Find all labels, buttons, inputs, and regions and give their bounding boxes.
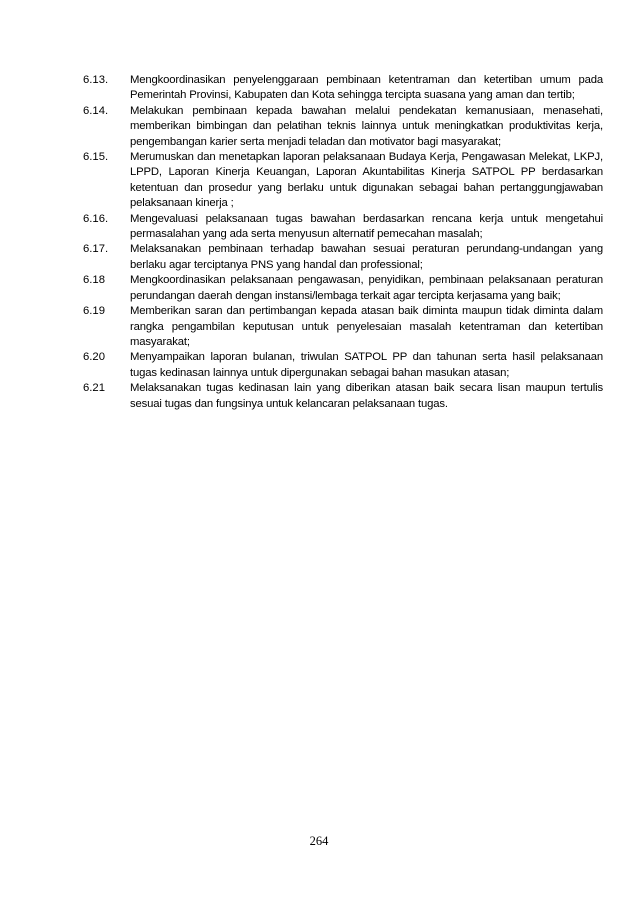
item-number: 6.16. xyxy=(83,212,109,225)
list-item xyxy=(83,304,603,350)
list-item xyxy=(83,273,603,304)
item-text: Menyampaikan laporan bulanan, triwulan SATPOL PP dan tahunan serta hasil pelaksanaan tugas kedinasan lainnya untuk dipergunakan sebagai bahan masukan atasan; xyxy=(130,351,603,379)
item-text: Mengevaluasi pelaksanaan tugas bawahan berdasarkan rencana kerja untuk mengetahui permasalahan yang ada serta menyusun alternatif pemecahan masalah; xyxy=(130,212,603,241)
item-number: 6.13. xyxy=(83,74,109,86)
list-item xyxy=(83,350,603,381)
item-number: 6.17. xyxy=(83,243,109,256)
item-text: Melaksanakan pembinaan terhadap bawahan sesuai peraturan perundang-undangan yang berlaku agar terciptanya PNS yang handal dan professional; xyxy=(130,243,603,271)
item-number: 6.18 xyxy=(83,274,105,287)
list-item xyxy=(83,242,603,273)
item-text: Merumuskan dan menetapkan laporan pelaksanaan Budaya Kerja, Pengawasan Melekat, LKPJ, LPPD, Laporan Kinerja Keuangan, Laporan Akuntabilitas Kinerja SATPOL PP berdasarkan ketentuan dan prosedur yang berlaku untuk digunakan sebagai bahan pertanggungjawaban pelaksanaan kinerja ; xyxy=(130,151,603,210)
item-text: Memberikan saran dan pertimbangan kepada atasan baik diminta maupun tidak diminta dalam rangka pengambilan keputusan untuk penyelesaian masalah ketentraman dan ketertiban masyarakat; xyxy=(130,305,603,348)
list-item xyxy=(83,150,603,212)
item-text: Mengkoordinasikan penyelenggaraan pembinaan ketentraman dan ketertiban umum pada Pemerintah Provinsi, Kabupaten dan Kota sehingga tercipta suasana yang aman dan tertib; xyxy=(130,74,603,102)
list-item xyxy=(83,212,603,243)
page-number: 264 xyxy=(309,834,329,848)
item-text: Melaksanakan tugas kedinasan lain yang diberikan atasan baik secara lisan maupun tertulis sesuai tugas dan fungsinya untuk kelancaran pelaksanaan tugas. xyxy=(130,382,603,410)
item-number: 6.20 xyxy=(83,351,105,364)
item-number: 6.19 xyxy=(83,305,105,318)
list-item xyxy=(83,104,603,150)
list-item xyxy=(83,73,603,104)
list-item xyxy=(83,381,603,412)
duty-list xyxy=(83,73,603,412)
item-text: Melakukan pembinaan kepada bawahan melalui pendekatan kemanusiaan, menasehati, memberikan bimbingan dan pelatihan teknis lainnya untuk meningkatkan produktivitas kerja, pengembangan karier serta menjadi teladan dan motivator bagi masyarakat; xyxy=(130,104,603,148)
item-text: Mengkoordinasikan pelaksanaan pengawasan, penyidikan, pembinaan pelaksanaan peraturan perundangan daerah dengan instansi/lembaga terkait agar tercipta kerjasama yang baik; xyxy=(130,274,603,302)
item-number: 6.15. xyxy=(83,151,109,164)
item-number: 6.21 xyxy=(83,382,105,395)
item-number: 6.14. xyxy=(83,104,109,117)
